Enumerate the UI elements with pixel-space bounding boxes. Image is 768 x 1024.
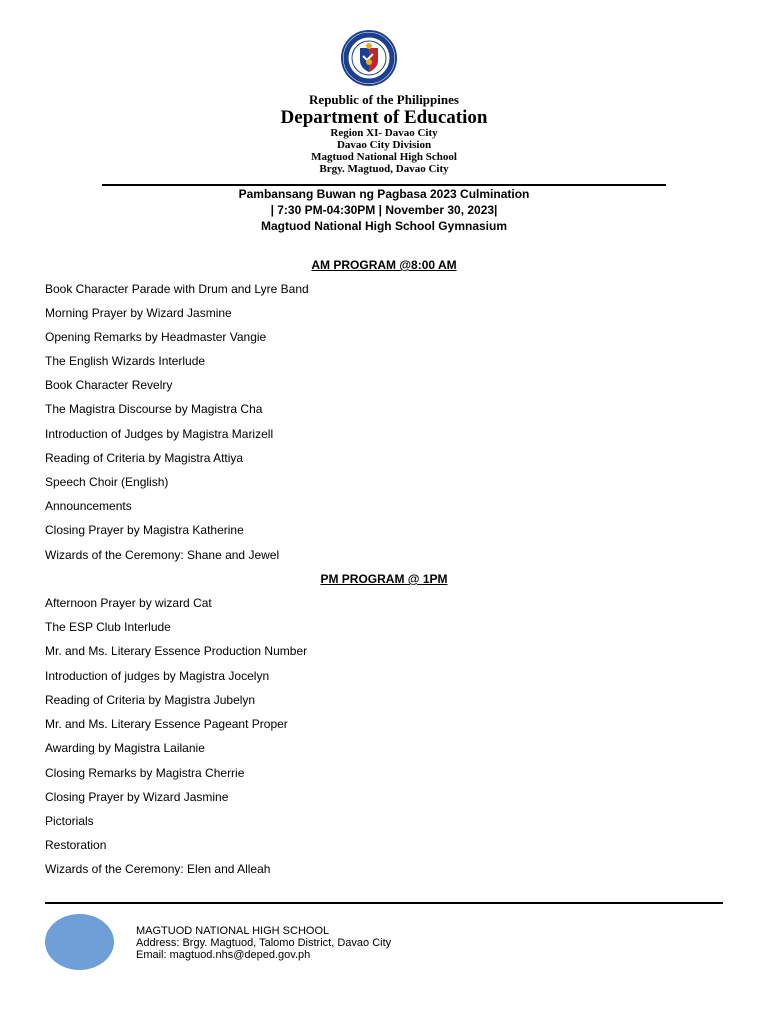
event-title: Pambansang Buwan ng Pagbasa 2023 Culmination [238,187,530,201]
school-logo-placeholder-icon [45,914,114,970]
program-item: Announcements [45,499,132,513]
program-item: Book Character Revelry [45,378,173,392]
footer-school-name: MAGTUOD NATIONAL HIGH SCHOOL [136,925,330,937]
program-item: Awarding by Magistra Lailanie [45,741,205,755]
event-venue: Magtuod National High School Gymnasium [260,219,507,233]
school-line: Magtuod National High School [311,151,457,163]
barangay-line: Brgy. Magtuod, Davao City [319,163,449,175]
program-item: Opening Remarks by Headmaster Vangie [45,330,267,344]
division-line: Davao City Division [336,139,432,151]
program-item: The Magistra Discourse by Magistra Cha [45,402,263,416]
program-item: Speech Choir (English) [45,475,169,489]
program-item: Mr. and Ms. Literary Essence Production Number [45,644,308,658]
program-item: Reading of Criteria by Magistra Attiya [45,451,244,465]
program-item: Closing Prayer by Wizard Jasmine [45,790,229,804]
footer-email: Email: magtuod.nhs@deped.gov.ph [136,949,311,961]
am-program-title: AM PROGRAM @8:00 AM [311,258,457,272]
department-heading: Department of Education [280,107,488,128]
republic-heading: Republic of the Philippines [309,92,459,107]
program-item: Wizards of the Ceremony: Shane and Jewel [45,548,280,562]
deped-seal-icon [333,30,405,86]
program-item: Pictorials [45,814,94,828]
program-item: Introduction of judges by Magistra Jocelyn [45,669,270,683]
program-item: Book Character Parade with Drum and Lyre Band [45,282,309,296]
event-time-date: | 7:30 PM-04:30PM | November 30, 2023| [270,203,498,217]
footer-divider [45,902,723,904]
program-item: Introduction of Judges by Magistra Marizell [45,427,274,441]
program-item: Reading of Criteria by Magistra Jubelyn [45,693,256,707]
program-item: Mr. and Ms. Literary Essence Pageant Proper [45,717,288,731]
pm-program-title: PM PROGRAM @ 1PM [320,572,448,586]
program-item: The English Wizards Interlude [45,354,206,368]
footer-address: Address: Brgy. Magtuod, Talomo District, Davao City [136,937,392,949]
program-item: Wizards of the Ceremony: Elen and Alleah [45,862,271,876]
program-item: Closing Remarks by Magistra Cherrie [45,766,245,780]
program-item: Afternoon Prayer by wizard Cat [45,596,212,610]
region-line: Region XI- Davao City [330,127,438,139]
program-item: Closing Prayer by Magistra Katherine [45,523,244,537]
program-item: The ESP Club Interlude [45,620,171,634]
program-item: Morning Prayer by Wizard Jasmine [45,306,232,320]
program-item: Restoration [45,838,107,852]
